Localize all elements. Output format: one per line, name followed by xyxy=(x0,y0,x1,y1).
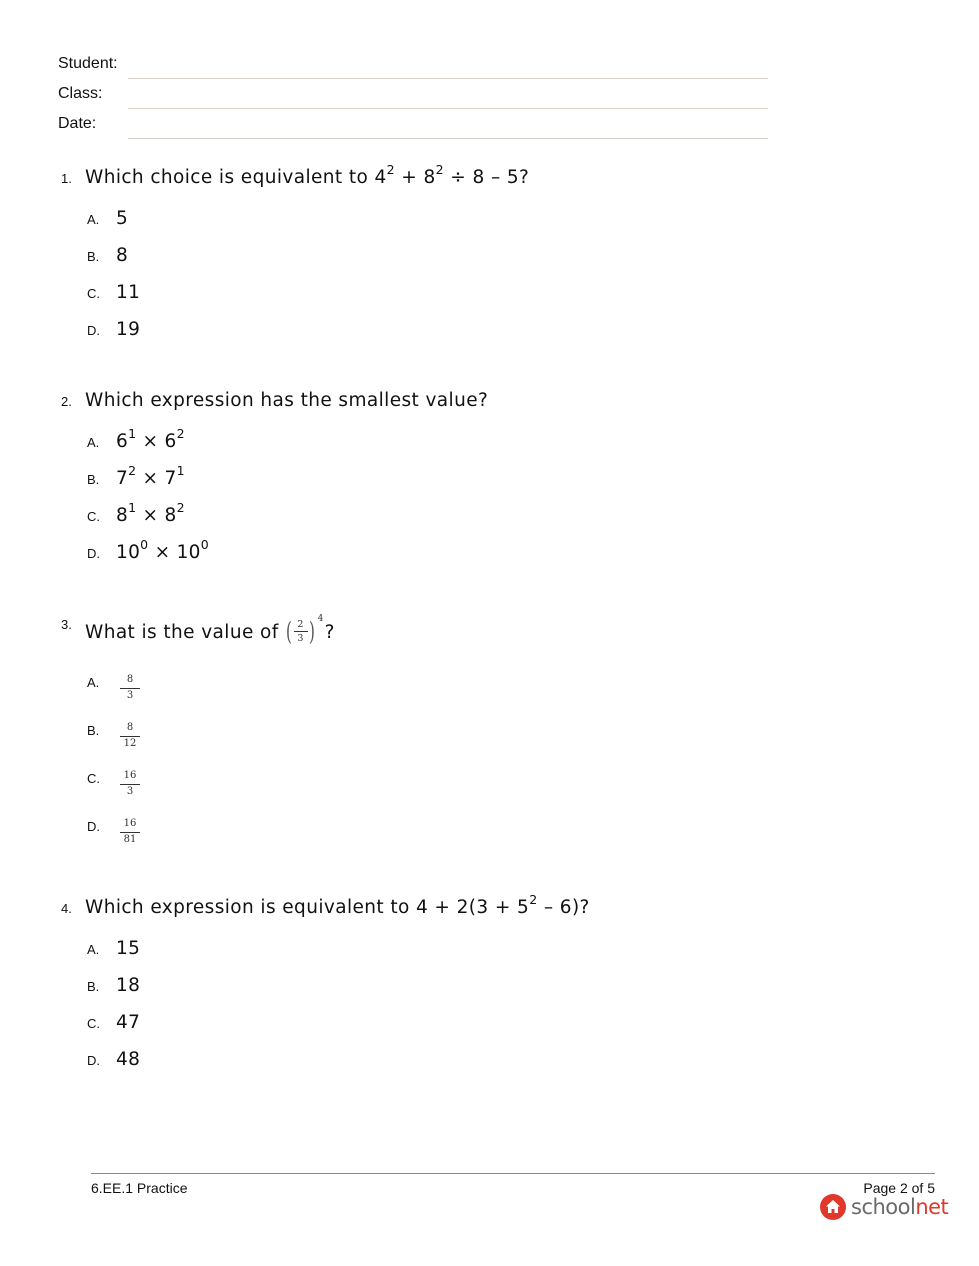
house-icon xyxy=(820,1194,846,1220)
option-letter: B. xyxy=(87,979,100,994)
option-letter: B. xyxy=(87,249,100,264)
option-c[interactable]: 47 xyxy=(116,1012,141,1033)
student-label: Student: xyxy=(58,55,118,72)
option-c[interactable]: 11 xyxy=(116,282,141,303)
option-b[interactable]: 8 12 xyxy=(120,722,140,750)
option-d[interactable]: $10^0 \times 10^0$ xyxy=(116,536,209,563)
option-letter: D. xyxy=(87,1053,100,1068)
option-a[interactable]: $6^1 \times 6^2$ xyxy=(116,425,185,452)
option-a[interactable]: 15 xyxy=(116,938,141,959)
footer-title: 6.EE.1 Practice xyxy=(91,1180,188,1196)
option-letter: B. xyxy=(87,472,100,487)
option-letter: A. xyxy=(87,212,100,227)
question-text: What is the value of ( 2 3 ) 4 ? xyxy=(85,614,335,646)
option-d[interactable]: 48 xyxy=(116,1049,141,1070)
fraction-expression: ( 2 3 ) 4 xyxy=(285,614,324,646)
option-letter: B. xyxy=(87,723,100,738)
schoolnet-logo: schoolnet xyxy=(820,1194,940,1222)
option-letter: A. xyxy=(87,675,100,690)
question-number: 1. xyxy=(61,171,72,186)
student-field[interactable] xyxy=(128,78,768,79)
option-d[interactable]: 19 xyxy=(116,319,141,340)
question-text: Which expression is equivalent to $4 + 2(3 + 5^2 - 6)$? xyxy=(85,891,590,918)
question-number: 3. xyxy=(61,617,72,632)
option-letter: A. xyxy=(87,942,100,957)
date-field[interactable] xyxy=(128,138,768,139)
option-a[interactable]: 5 xyxy=(116,208,129,229)
question-text: Which choice is equivalent to $4^2 + 8^2 \div 8 - 5$? xyxy=(85,161,530,188)
option-c[interactable]: $8^1 \times 8^2$ xyxy=(116,499,185,526)
class-label: Class: xyxy=(58,85,103,102)
option-b[interactable]: $7^2 \times 7^1$ xyxy=(116,462,185,489)
page-indicator: Page 2 of 5 xyxy=(863,1180,935,1196)
option-letter: A. xyxy=(87,435,100,450)
question-number: 2. xyxy=(61,394,72,409)
option-letter: C. xyxy=(87,509,100,524)
date-label: Date: xyxy=(58,115,97,132)
option-letter: D. xyxy=(87,323,100,338)
option-a[interactable]: 8 3 xyxy=(120,674,140,702)
option-b[interactable]: 18 xyxy=(116,975,141,996)
footer-divider xyxy=(91,1173,935,1174)
option-b[interactable]: 8 xyxy=(116,245,129,266)
option-letter: C. xyxy=(87,1016,100,1031)
option-d[interactable]: 16 81 xyxy=(120,818,140,846)
option-letter: C. xyxy=(87,286,100,301)
option-letter: D. xyxy=(87,819,100,834)
option-letter: D. xyxy=(87,546,100,561)
option-letter: C. xyxy=(87,771,100,786)
question-number: 4. xyxy=(61,901,72,916)
option-c[interactable]: 16 3 xyxy=(120,770,140,798)
class-field[interactable] xyxy=(128,108,768,109)
question-text: Which expression has the smallest value? xyxy=(85,390,489,411)
